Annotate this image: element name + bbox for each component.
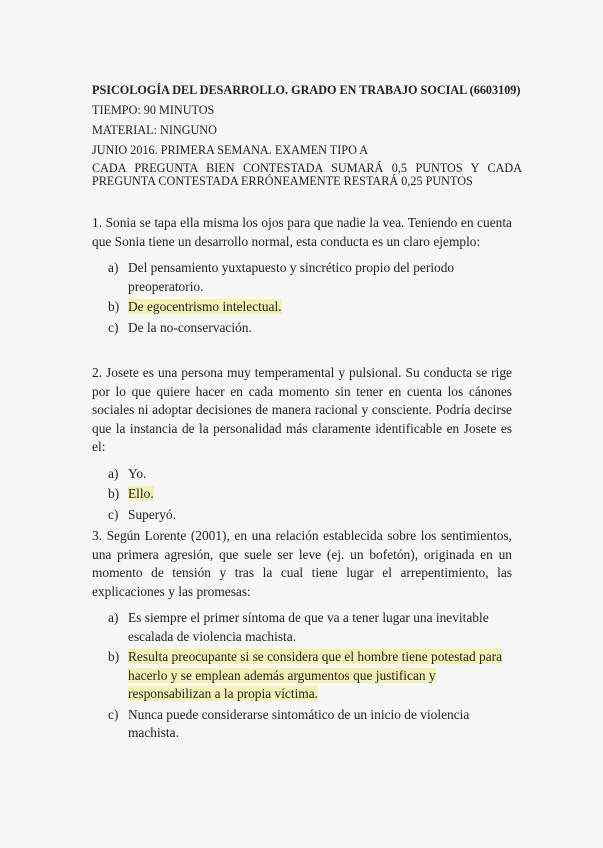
exam-header bbox=[92, 80, 522, 188]
course-title: PSICOLOGÍA DEL DESARROLLO. GRADO EN TRABAJO SOCIAL (6603109) bbox=[92, 83, 521, 97]
option-text: Yo. bbox=[128, 465, 147, 481]
option-letter: a) bbox=[108, 610, 119, 625]
question-options bbox=[92, 465, 512, 525]
option-letter: c) bbox=[108, 319, 119, 335]
question-1 bbox=[92, 214, 512, 339]
question-stem: 3. Según Lorente (2001), en una relación establecida sobre los sentimientos, una primera agresión, que suele ser leve (ej. un bofetón), originada en un momento de tensión y tras la cual tiene lugar el arrepentimiento, las explicaciones y las promesas: bbox=[92, 528, 512, 599]
question-2 bbox=[92, 364, 512, 526]
option-letter: c) bbox=[108, 706, 119, 722]
option-text: De la no-conservación. bbox=[128, 319, 252, 335]
option-letter: b) bbox=[108, 299, 120, 314]
option-letter: b) bbox=[108, 649, 120, 664]
option-a bbox=[108, 465, 512, 484]
option-c bbox=[108, 319, 512, 338]
question-stem: 2. Josete es una persona muy temperamental y pulsional. Su conducta se rige por lo que quiere hacer en cada momento sin tener en cuenta los cánones sociales ni adoptar decisiones de manera racional y consciente. Podría decirse que la instancia de la personalidad más claramente identificable en Josete es el: bbox=[92, 365, 512, 454]
option-text: Nunca puede considerarse sintomático de un inicio de violencia machista. bbox=[128, 706, 470, 740]
option-b bbox=[108, 485, 512, 504]
option-text: Superyó. bbox=[128, 506, 176, 522]
option-c bbox=[108, 506, 512, 525]
option-b bbox=[108, 648, 512, 704]
option-text-highlighted: Resulta preocupante si se considera que el hombre tiene potestad para hacerlo y se emplean además argumentos que justifican y responsabilizan a la propia víctima. bbox=[128, 649, 503, 701]
option-a bbox=[108, 609, 512, 646]
option-c bbox=[108, 706, 512, 743]
option-b bbox=[108, 298, 512, 317]
option-text: Es siempre el primer síntoma de que va a tener lugar una inevitable escalada de violencia machista. bbox=[128, 610, 489, 644]
option-letter: c) bbox=[108, 506, 119, 522]
question-options bbox=[92, 609, 512, 743]
option-letter: a) bbox=[108, 260, 119, 275]
option-text-highlighted: Ello. bbox=[128, 486, 154, 501]
scoring-rules: CADA PREGUNTA BIEN CONTESTADA SUMARÁ 0,5 PUNTOS Y CADA PREGUNTA CONTESTADA ERRÓNEAMENTE RESTARÁ 0,25 PUNTOS bbox=[92, 161, 522, 188]
question-stem: 1. Sonia se tapa ella misma los ojos para que nadie la vea. Teniendo en cuenta que Sonia tiene un desarrollo normal, esta conducta es un claro ejemplo: bbox=[92, 215, 512, 249]
question-3 bbox=[92, 527, 512, 745]
option-text: Del pensamiento yuxtapuesto y sincrético propio del periodo preoperatorio. bbox=[128, 260, 455, 294]
option-text-highlighted: De egocentrismo intelectual. bbox=[128, 299, 282, 314]
question-options bbox=[92, 259, 512, 337]
option-letter: b) bbox=[108, 486, 120, 501]
exam-material: MATERIAL: NINGUNO bbox=[92, 123, 217, 137]
option-a bbox=[108, 259, 512, 296]
exam-session: JUNIO 2016. PRIMERA SEMANA. EXAMEN TIPO A bbox=[92, 143, 369, 157]
exam-time: TIEMPO: 90 MINUTOS bbox=[92, 103, 215, 117]
option-letter: a) bbox=[108, 465, 119, 481]
